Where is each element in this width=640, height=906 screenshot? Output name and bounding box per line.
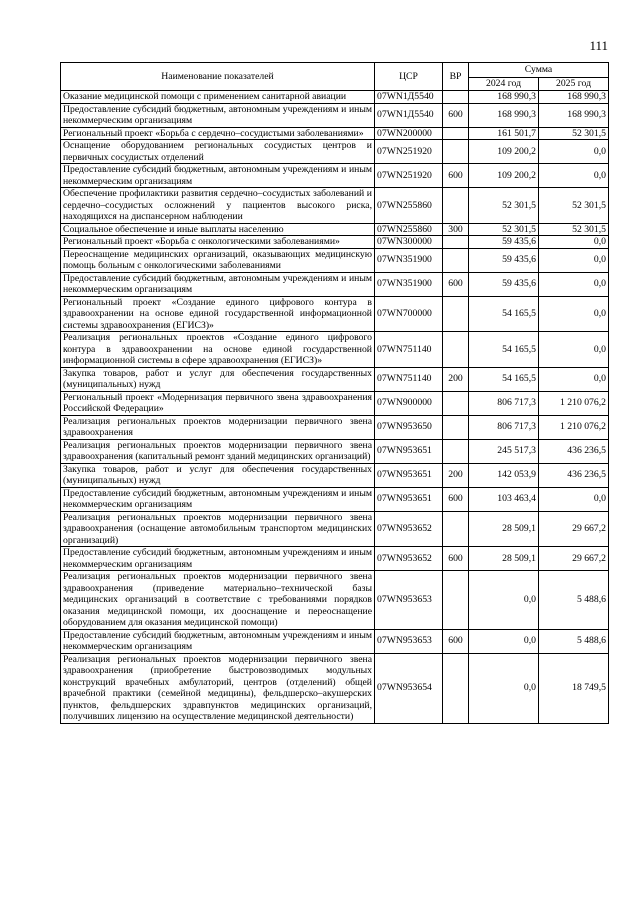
row-amount-2025: 0,0 xyxy=(539,236,609,249)
row-amount-2025: 0,0 xyxy=(539,296,609,332)
row-name: Региональный проект «Модернизация первичного звена здравоохранения Российской Федерации» xyxy=(61,391,375,415)
row-amount-2025: 1 210 076,2 xyxy=(539,391,609,415)
row-amount-2024: 109 200,2 xyxy=(469,140,539,164)
row-vr xyxy=(443,439,469,463)
row-vr: 600 xyxy=(443,164,469,188)
row-amount-2025: 52 301,5 xyxy=(539,223,609,236)
row-amount-2025: 436 236,5 xyxy=(539,463,609,487)
row-csr: 07WN953651 xyxy=(375,487,443,511)
row-csr: 07WN953654 xyxy=(375,653,443,723)
row-vr: 600 xyxy=(443,272,469,296)
row-csr: 07WN251920 xyxy=(375,164,443,188)
row-amount-2025: 168 990,3 xyxy=(539,103,609,127)
row-csr: 07WN1Д5540 xyxy=(375,91,443,104)
row-name: Региональный проект «Создание единого цифрового контура в здравоохранении на основе единой государственной информационной системы здравоохранения (ЕГИСЗ)» xyxy=(61,296,375,332)
row-name: Предоставление субсидий бюджетным, автономным учреждениям и иным некоммерческим организациям xyxy=(61,272,375,296)
row-amount-2025: 0,0 xyxy=(539,248,609,272)
row-name: Переоснащение медицинских организаций, оказывающих медицинскую помощь больным с онкологическими заболеваниями xyxy=(61,248,375,272)
row-amount-2024: 806 717,3 xyxy=(469,391,539,415)
row-name: Реализация региональных проектов модернизации первичного звена здравоохранения (приведение материально–технической базы медицинских организаций в соответствие с требованиями порядков оказания медицинской помощи, их дооснащение и переоснащение оборудованием для оказания медицинской помощи) xyxy=(61,571,375,630)
row-amount-2025: 0,0 xyxy=(539,140,609,164)
table-row xyxy=(61,236,609,249)
table-row xyxy=(61,140,609,164)
row-amount-2025: 0,0 xyxy=(539,367,609,391)
table-header xyxy=(61,63,609,91)
row-csr: 07WN953652 xyxy=(375,511,443,547)
row-amount-2024: 54 165,5 xyxy=(469,332,539,368)
row-vr: 600 xyxy=(443,487,469,511)
row-amount-2025: 18 749,5 xyxy=(539,653,609,723)
table-row xyxy=(61,103,609,127)
row-amount-2025: 0,0 xyxy=(539,272,609,296)
row-vr xyxy=(443,571,469,630)
header-year-2024: 2024 год xyxy=(469,78,539,91)
row-amount-2024: 103 463,4 xyxy=(469,487,539,511)
row-name: Предоставление субсидий бюджетным, автономным учреждениям и иным некоммерческим организациям xyxy=(61,487,375,511)
row-amount-2025: 436 236,5 xyxy=(539,439,609,463)
row-name: Реализация региональных проектов модернизации первичного звена здравоохранения (оснащение автомобильным транспортом медицинских организаций) xyxy=(61,511,375,547)
row-csr: 07WN900000 xyxy=(375,391,443,415)
row-amount-2024: 59 435,6 xyxy=(469,236,539,249)
row-amount-2025: 5 488,6 xyxy=(539,629,609,653)
row-name: Закупка товаров, работ и услуг для обеспечения государственных (муниципальных) нужд xyxy=(61,463,375,487)
table-row xyxy=(61,463,609,487)
row-amount-2025: 1 210 076,2 xyxy=(539,415,609,439)
row-name: Предоставление субсидий бюджетным, автономным учреждениям и иным некоммерческим организациям xyxy=(61,629,375,653)
table-row xyxy=(61,391,609,415)
row-amount-2024: 54 165,5 xyxy=(469,296,539,332)
table-row xyxy=(61,248,609,272)
row-vr xyxy=(443,188,469,224)
row-amount-2024: 109 200,2 xyxy=(469,164,539,188)
row-name: Региональный проект «Борьба с онкологическими заболеваниями» xyxy=(61,236,375,249)
table-row xyxy=(61,415,609,439)
row-amount-2024: 59 435,6 xyxy=(469,272,539,296)
row-vr: 600 xyxy=(443,547,469,571)
table-row xyxy=(61,511,609,547)
row-csr: 07WN255860 xyxy=(375,223,443,236)
row-amount-2024: 52 301,5 xyxy=(469,188,539,224)
row-vr xyxy=(443,391,469,415)
row-name: Оснащение оборудованием региональных сосудистых центров и первичных сосудистых отделений xyxy=(61,140,375,164)
row-vr: 300 xyxy=(443,223,469,236)
row-name: Реализация региональных проектов «Создание единого цифрового контура в здравоохранении на основе единой государственной информационной системы в сфере здравоохранения (ЕГИСЗ)» xyxy=(61,332,375,368)
row-amount-2024: 28 509,1 xyxy=(469,547,539,571)
table-row xyxy=(61,164,609,188)
header-year-2025: 2025 год xyxy=(539,78,609,91)
row-amount-2024: 806 717,3 xyxy=(469,415,539,439)
row-vr xyxy=(443,91,469,104)
row-vr xyxy=(443,140,469,164)
row-amount-2024: 59 435,6 xyxy=(469,248,539,272)
row-amount-2025: 5 488,6 xyxy=(539,571,609,630)
table-row xyxy=(61,272,609,296)
table-row xyxy=(61,188,609,224)
row-csr: 07WN953651 xyxy=(375,439,443,463)
row-csr: 07WN351900 xyxy=(375,248,443,272)
row-amount-2024: 245 517,3 xyxy=(469,439,539,463)
row-name: Реализация региональных проектов модернизации первичного звена здравоохранения xyxy=(61,415,375,439)
row-name: Региональный проект «Борьба с сердечно–сосудистыми заболеваниями» xyxy=(61,127,375,140)
row-amount-2024: 52 301,5 xyxy=(469,223,539,236)
row-vr xyxy=(443,236,469,249)
row-name: Реализация региональных проектов модернизации первичного звена здравоохранения (приобретение быстровозводимых модульных конструкций врачебных амбулаторий, центров (отделений) общей врачебной практики (семейной медицины), фельдшерско–акушерских пунктов, фельдшерских здравпунктов медицинских организаций, получивших лицензию на осуществление медицинской деятельности) xyxy=(61,653,375,723)
row-csr: 07WN751140 xyxy=(375,367,443,391)
row-amount-2025: 29 667,2 xyxy=(539,547,609,571)
row-name: Предоставление субсидий бюджетным, автономным учреждениям и иным некоммерческим организациям xyxy=(61,103,375,127)
table-row xyxy=(61,223,609,236)
row-amount-2024: 0,0 xyxy=(469,653,539,723)
row-csr: 07WN200000 xyxy=(375,127,443,140)
row-csr: 07WN953651 xyxy=(375,463,443,487)
row-amount-2025: 52 301,5 xyxy=(539,127,609,140)
table-row xyxy=(61,439,609,463)
row-csr: 07WN751140 xyxy=(375,332,443,368)
row-name: Реализация региональных проектов модернизации первичного звена здравоохранения (капитальный ремонт зданий медицинских организаций) xyxy=(61,439,375,463)
row-csr: 07WN953653 xyxy=(375,629,443,653)
row-vr xyxy=(443,511,469,547)
table-row xyxy=(61,332,609,368)
table-row xyxy=(61,487,609,511)
row-csr: 07WN300000 xyxy=(375,236,443,249)
row-amount-2024: 54 165,5 xyxy=(469,367,539,391)
row-name: Социальное обеспечение и иные выплаты населению xyxy=(61,223,375,236)
row-amount-2024: 142 053,9 xyxy=(469,463,539,487)
row-vr xyxy=(443,653,469,723)
row-amount-2025: 52 301,5 xyxy=(539,188,609,224)
row-csr: 07WN351900 xyxy=(375,272,443,296)
table-row xyxy=(61,571,609,630)
row-amount-2025: 168 990,3 xyxy=(539,91,609,104)
row-vr xyxy=(443,296,469,332)
row-csr: 07WN255860 xyxy=(375,188,443,224)
row-name: Обеспечение профилактики развития сердечно–сосудистых заболеваний и сердечно–сосудистых осложнений у пациентов высокого риска, находящихся на диспансерном наблюдении xyxy=(61,188,375,224)
table-row xyxy=(61,547,609,571)
row-csr: 07WN251920 xyxy=(375,140,443,164)
table-row xyxy=(61,127,609,140)
row-vr: 200 xyxy=(443,367,469,391)
row-name: Оказание медицинской помощи с применением санитарной авиации xyxy=(61,91,375,104)
table-row xyxy=(61,367,609,391)
row-amount-2025: 0,0 xyxy=(539,164,609,188)
row-name: Закупка товаров, работ и услуг для обеспечения государственных (муниципальных) нужд xyxy=(61,367,375,391)
table-row xyxy=(61,653,609,723)
table-body xyxy=(61,91,609,724)
row-vr: 200 xyxy=(443,463,469,487)
table-row xyxy=(61,629,609,653)
row-csr: 07WN700000 xyxy=(375,296,443,332)
row-amount-2025: 29 667,2 xyxy=(539,511,609,547)
row-name: Предоставление субсидий бюджетным, автономным учреждениям и иным некоммерческим организациям xyxy=(61,164,375,188)
row-name: Предоставление субсидий бюджетным, автономным учреждениям и иным некоммерческим организациям xyxy=(61,547,375,571)
row-csr: 07WN953650 xyxy=(375,415,443,439)
row-csr: 07WN953653 xyxy=(375,571,443,630)
row-vr xyxy=(443,332,469,368)
row-amount-2024: 0,0 xyxy=(469,629,539,653)
row-csr: 07WN1Д5540 xyxy=(375,103,443,127)
row-vr: 600 xyxy=(443,103,469,127)
row-amount-2024: 168 990,3 xyxy=(469,91,539,104)
row-amount-2025: 0,0 xyxy=(539,332,609,368)
row-vr xyxy=(443,415,469,439)
header-csr: ЦСР xyxy=(375,63,443,91)
row-amount-2025: 0,0 xyxy=(539,487,609,511)
row-amount-2024: 28 509,1 xyxy=(469,511,539,547)
row-vr xyxy=(443,248,469,272)
row-vr xyxy=(443,127,469,140)
row-amount-2024: 168 990,3 xyxy=(469,103,539,127)
header-sum: Сумма xyxy=(469,63,609,78)
row-amount-2024: 161 501,7 xyxy=(469,127,539,140)
row-csr: 07WN953652 xyxy=(375,547,443,571)
row-vr: 600 xyxy=(443,629,469,653)
page-number: 111 xyxy=(589,38,608,53)
budget-table xyxy=(60,62,609,724)
table-row xyxy=(61,91,609,104)
header-name: Наименование показателей xyxy=(61,63,375,91)
table-row xyxy=(61,296,609,332)
row-amount-2024: 0,0 xyxy=(469,571,539,630)
header-vr: ВР xyxy=(443,63,469,91)
